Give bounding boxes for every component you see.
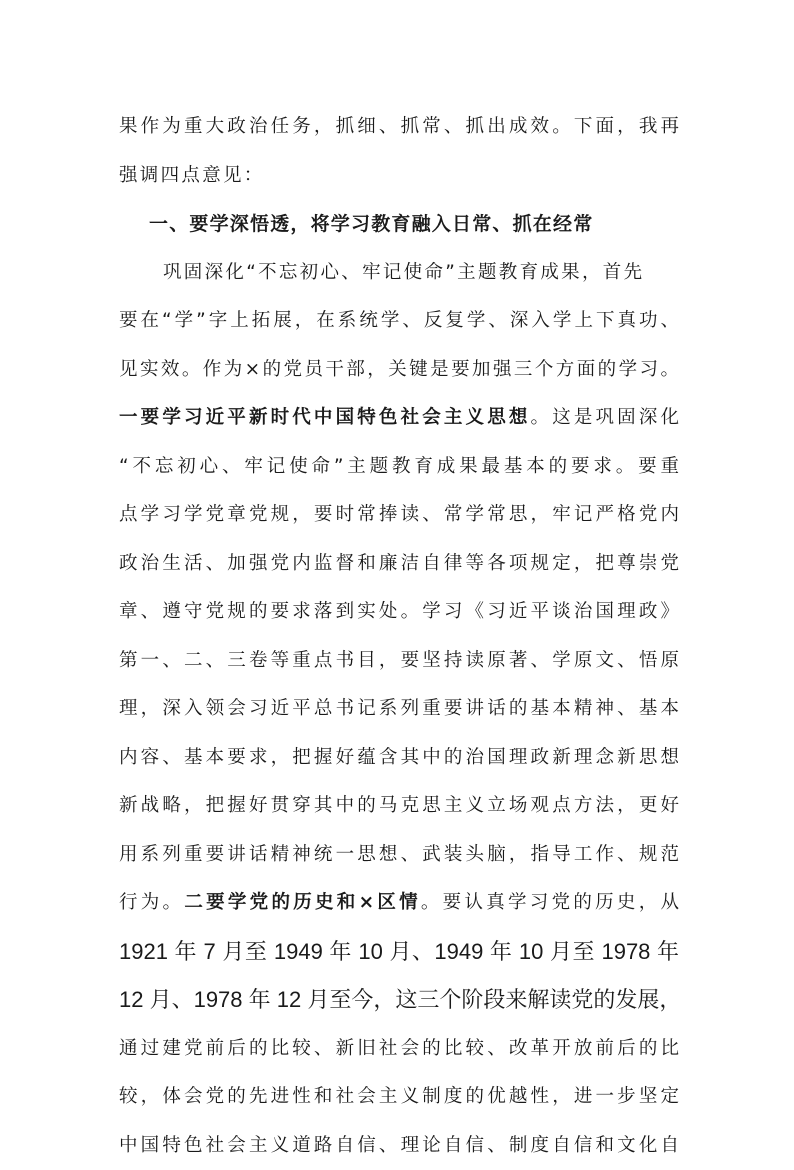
paragraph-line-14: 内容、基本要求，把握好蕴含其中的治国理政新理念新思想 [119, 734, 679, 783]
paragraph-line-9: 点学习学党章党规，要时常捧读、常学常思，牢记严格党内 [119, 491, 679, 540]
paragraph-line-1: 果作为重大政治任务，抓细、抓常、抓出成效。下面，我再 [119, 103, 679, 152]
paragraph-line-4: 巩固深化“不忘初心、牢记使命”主题教育成果，首先 [119, 249, 679, 298]
paragraph-line-22: 中国特色社会主义道路自信、理论自信、制度自信和文化自 [119, 1122, 679, 1170]
line-7-rest: 。这是巩固深化 [531, 407, 679, 428]
line-17-pre: 行为。 [119, 892, 184, 913]
paragraph-line-17 [119, 879, 679, 928]
emphasis-point-two: 二要学党的历史和×区情 [184, 892, 421, 913]
paragraph-line-13: 理，深入领会习近平总书记系列重要讲话的基本精神、基本 [119, 685, 679, 734]
paragraph-line-21: 较，体会党的先进性和社会主义制度的优越性，进一步坚定 [119, 1073, 679, 1122]
paragraph-line-12: 第一、二、三卷等重点书目，要坚持读原著、学原文、悟原 [119, 637, 679, 686]
paragraph-line-18: 1921 年 7 月至 1949 年 10 月、1949 年 10 月至 1978 年 [119, 928, 679, 977]
paragraph-line-19: 12 月、1978 年 12 月至今，这三个阶段来解读党的发展， [119, 976, 679, 1025]
paragraph-line-15: 新战略，把握好贯穿其中的马克思主义立场观点方法，更好 [119, 782, 679, 831]
paragraph-line-6: 见实效。作为×的党员干部，关键是要加强三个方面的学习。 [119, 346, 679, 395]
line-17-rest: 。要认真学习党的历史，从 [421, 892, 679, 913]
document-page [119, 103, 679, 1170]
paragraph-line-20: 通过建党前后的比较、新旧社会的比较、改革开放前后的比 [119, 1025, 679, 1074]
section-heading: 一、要学深悟透，将学习教育融入日常、抓在经常 [119, 200, 679, 249]
paragraph-line-5: 要在“学”字上拓展，在系统学、反复学、深入学上下真功、 [119, 297, 679, 346]
paragraph-line-2: 强调四点意见： [119, 152, 679, 201]
paragraph-line-10: 政治生活、加强党内监督和廉洁自律等各项规定，把尊崇党 [119, 540, 679, 589]
paragraph-line-16: 用系列重要讲话精神统一思想、武装头脑，指导工作、规范 [119, 831, 679, 880]
paragraph-line-8: “不忘初心、牢记使命”主题教育成果最基本的要求。要重 [119, 443, 679, 492]
emphasis-point-one: 一要学习近平新时代中国特色社会主义思想 [119, 407, 531, 428]
paragraph-line-11: 章、遵守党规的要求落到实处。学习《习近平谈治国理政》 [119, 588, 679, 637]
paragraph-line-7 [119, 394, 679, 443]
